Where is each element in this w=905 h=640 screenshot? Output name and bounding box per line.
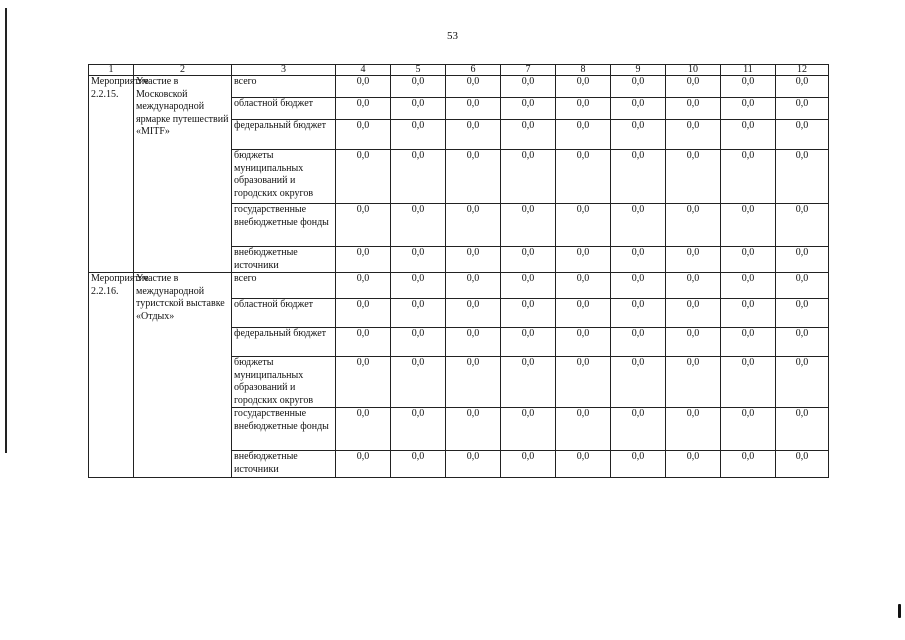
value-cell: 0,0 [666,357,721,408]
value-cell: 0,0 [336,150,391,204]
measure-name: Участие в международной туристской выставке «Отдых» [134,273,232,478]
value-cell: 0,0 [391,247,446,273]
value-cell: 0,0 [776,98,829,120]
value-cell: 0,0 [776,150,829,204]
value-cell: 0,0 [776,357,829,408]
value-cell: 0,0 [336,408,391,451]
value-cell: 0,0 [611,120,666,150]
column-header: 5 [391,65,446,76]
column-header: 6 [446,65,501,76]
funding-source: федеральный бюджет [232,328,336,357]
value-cell: 0,0 [611,76,666,98]
scan-edge-line [5,8,7,453]
column-header-row [89,65,829,76]
value-cell: 0,0 [446,204,501,247]
value-cell: 0,0 [666,408,721,451]
value-cell: 0,0 [721,328,776,357]
value-cell: 0,0 [666,76,721,98]
value-cell: 0,0 [776,120,829,150]
value-cell: 0,0 [446,150,501,204]
value-cell: 0,0 [556,451,611,478]
value-cell: 0,0 [666,299,721,328]
value-cell: 0,0 [336,247,391,273]
value-cell: 0,0 [666,247,721,273]
funding-source: областной бюджет [232,98,336,120]
funding-source: бюджеты муниципальных образований и городских округов [232,357,336,408]
value-cell: 0,0 [666,451,721,478]
value-cell: 0,0 [776,204,829,247]
funding-source: государственные внебюджетные фонды [232,204,336,247]
value-cell: 0,0 [721,357,776,408]
value-cell: 0,0 [501,357,556,408]
value-cell: 0,0 [501,150,556,204]
value-cell: 0,0 [611,357,666,408]
value-cell: 0,0 [446,408,501,451]
funding-source: внебюджетные источники [232,451,336,478]
value-cell: 0,0 [391,357,446,408]
funding-source: федеральный бюджет [232,120,336,150]
value-cell: 0,0 [391,98,446,120]
value-cell: 0,0 [391,150,446,204]
value-cell: 0,0 [556,204,611,247]
measure-name: Участие в Московской международной ярмарке путешествий «MITF» [134,76,232,273]
value-cell: 0,0 [501,451,556,478]
value-cell: 0,0 [556,247,611,273]
measure-code: Мероприятие 2.2.16. [89,273,134,478]
value-cell: 0,0 [776,273,829,299]
value-cell: 0,0 [776,451,829,478]
value-cell: 0,0 [446,273,501,299]
value-cell: 0,0 [501,98,556,120]
funding-source: бюджеты муниципальных образований и городских округов [232,150,336,204]
value-cell: 0,0 [721,204,776,247]
funding-source: всего [232,273,336,299]
value-cell: 0,0 [556,299,611,328]
value-cell: 0,0 [501,247,556,273]
value-cell: 0,0 [721,247,776,273]
value-cell: 0,0 [666,273,721,299]
column-header: 12 [776,65,829,76]
value-cell: 0,0 [336,76,391,98]
value-cell: 0,0 [721,451,776,478]
value-cell: 0,0 [501,328,556,357]
value-cell: 0,0 [336,451,391,478]
value-cell: 0,0 [611,204,666,247]
column-header: 11 [721,65,776,76]
value-cell: 0,0 [336,328,391,357]
value-cell: 0,0 [336,299,391,328]
column-header: 8 [556,65,611,76]
funding-source: внебюджетные источники [232,247,336,273]
value-cell: 0,0 [501,299,556,328]
value-cell: 0,0 [556,120,611,150]
table-row [89,76,829,98]
column-header: 3 [232,65,336,76]
value-cell: 0,0 [336,120,391,150]
value-cell: 0,0 [611,408,666,451]
value-cell: 0,0 [776,408,829,451]
value-cell: 0,0 [391,408,446,451]
value-cell: 0,0 [666,204,721,247]
value-cell: 0,0 [501,408,556,451]
column-header: 2 [134,65,232,76]
value-cell: 0,0 [501,273,556,299]
value-cell: 0,0 [391,273,446,299]
value-cell: 0,0 [556,76,611,98]
table-row [89,273,829,299]
value-cell: 0,0 [721,299,776,328]
value-cell: 0,0 [446,328,501,357]
value-cell: 0,0 [776,247,829,273]
value-cell: 0,0 [336,273,391,299]
value-cell: 0,0 [721,76,776,98]
value-cell: 0,0 [391,76,446,98]
value-cell: 0,0 [721,120,776,150]
value-cell: 0,0 [611,247,666,273]
value-cell: 0,0 [556,357,611,408]
column-header: 4 [336,65,391,76]
value-cell: 0,0 [446,357,501,408]
value-cell: 0,0 [336,357,391,408]
value-cell: 0,0 [336,204,391,247]
value-cell: 0,0 [666,98,721,120]
value-cell: 0,0 [776,299,829,328]
value-cell: 0,0 [446,247,501,273]
value-cell: 0,0 [611,150,666,204]
value-cell: 0,0 [446,98,501,120]
funding-source: областной бюджет [232,299,336,328]
column-header: 9 [611,65,666,76]
scan-edge-mark [898,604,901,618]
value-cell: 0,0 [446,299,501,328]
value-cell: 0,0 [611,273,666,299]
measure-code: Мероприятие 2.2.15. [89,76,134,273]
value-cell: 0,0 [501,204,556,247]
value-cell: 0,0 [721,273,776,299]
value-cell: 0,0 [446,76,501,98]
value-cell: 0,0 [611,98,666,120]
value-cell: 0,0 [556,408,611,451]
funding-table [88,64,829,478]
value-cell: 0,0 [336,98,391,120]
value-cell: 0,0 [666,150,721,204]
value-cell: 0,0 [776,328,829,357]
value-cell: 0,0 [391,299,446,328]
page-number: 53 [447,30,458,42]
value-cell: 0,0 [721,408,776,451]
column-header: 10 [666,65,721,76]
value-cell: 0,0 [611,328,666,357]
column-header: 1 [89,65,134,76]
column-header: 7 [501,65,556,76]
value-cell: 0,0 [721,98,776,120]
funding-source: государственные внебюджетные фонды [232,408,336,451]
value-cell: 0,0 [556,328,611,357]
value-cell: 0,0 [556,98,611,120]
value-cell: 0,0 [721,150,776,204]
value-cell: 0,0 [666,328,721,357]
value-cell: 0,0 [391,120,446,150]
value-cell: 0,0 [391,451,446,478]
value-cell: 0,0 [556,150,611,204]
value-cell: 0,0 [611,299,666,328]
value-cell: 0,0 [776,76,829,98]
value-cell: 0,0 [391,328,446,357]
value-cell: 0,0 [391,204,446,247]
value-cell: 0,0 [501,76,556,98]
value-cell: 0,0 [556,273,611,299]
funding-source: всего [232,76,336,98]
value-cell: 0,0 [666,120,721,150]
value-cell: 0,0 [501,120,556,150]
value-cell: 0,0 [446,451,501,478]
value-cell: 0,0 [611,451,666,478]
value-cell: 0,0 [446,120,501,150]
